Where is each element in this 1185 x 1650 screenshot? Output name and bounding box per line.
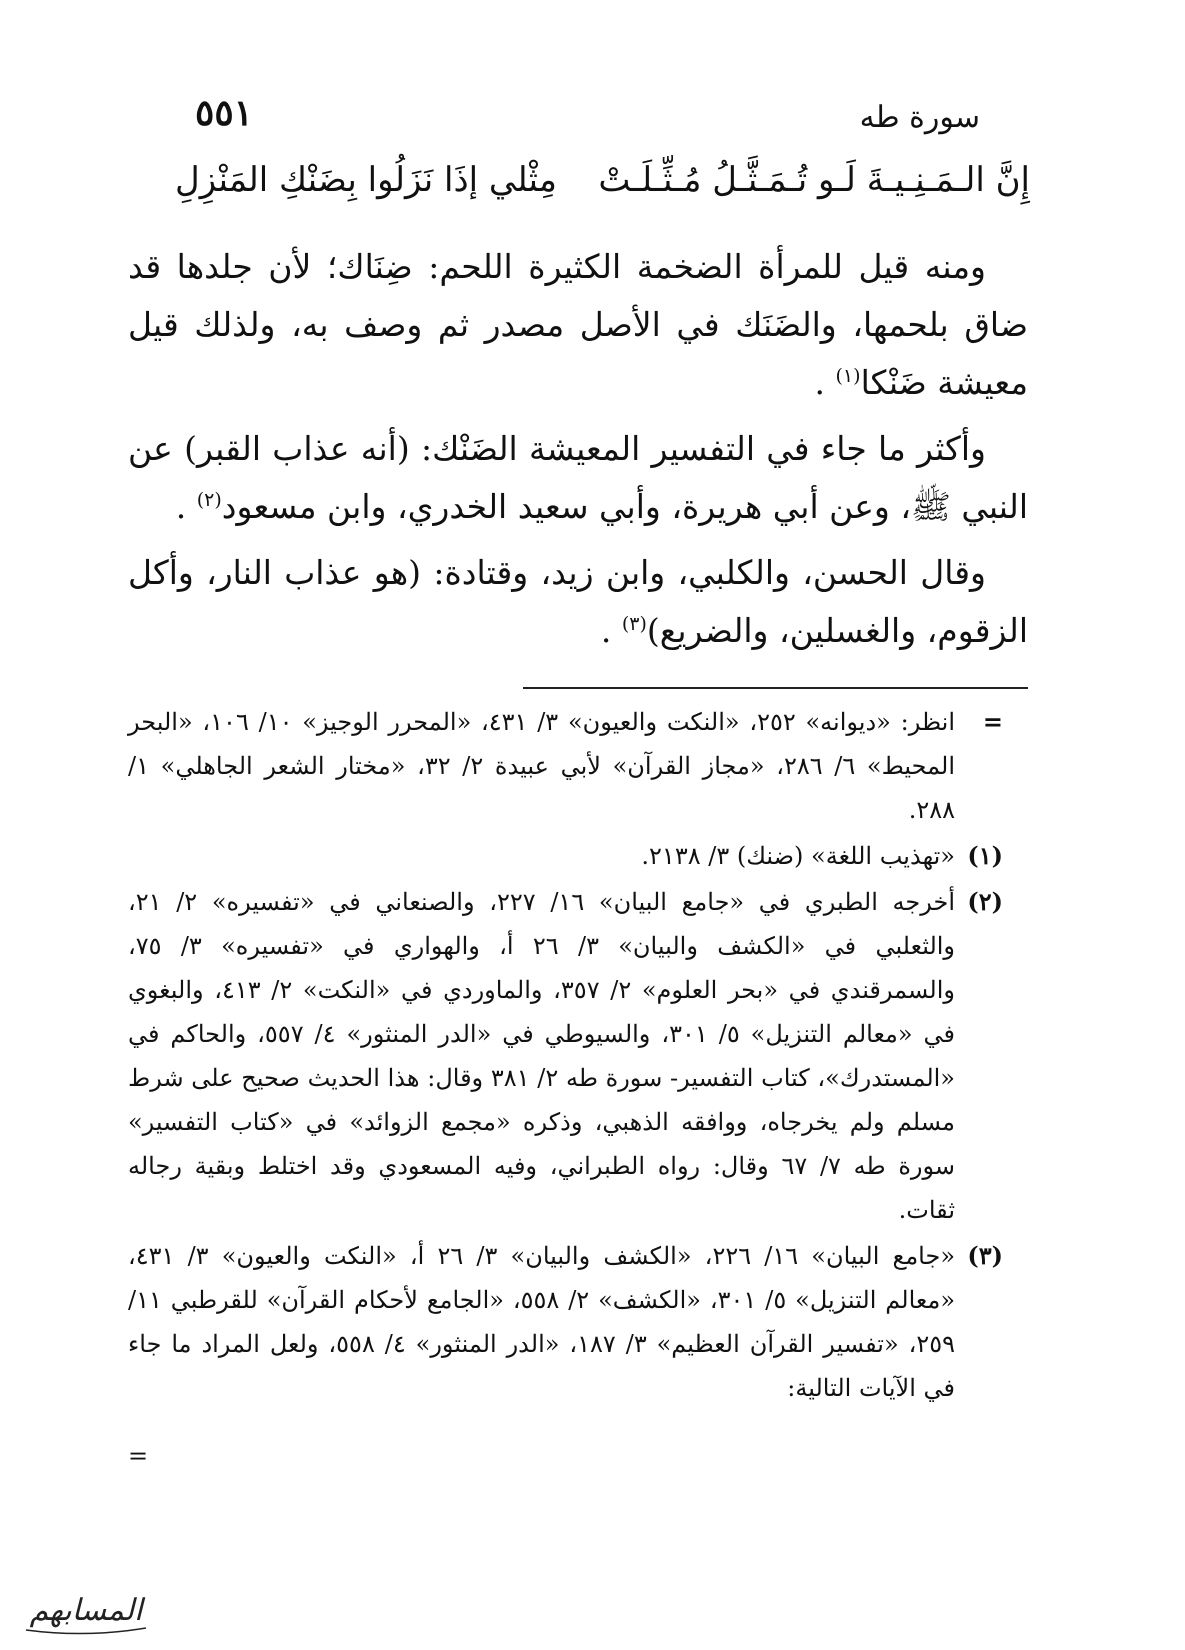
stamp-flourish xyxy=(26,1628,146,1634)
page-number: ٥٥١ xyxy=(195,92,254,134)
paragraph-end: . xyxy=(814,363,836,402)
footnote-2 xyxy=(128,880,1003,1232)
footnote-label: (١) xyxy=(967,841,1003,870)
stamp-text: المسابهم xyxy=(29,1593,143,1628)
paragraph-text: ومنه قيل للمرأة الضخمة الكثيرة اللحم: ضِنَاك؛ لأن جلدها قد ضاق بلحمها، والضَنَك في الأصل مصدر ثم وصف به، ولذلك قيل معيشة ضَنْكا xyxy=(128,247,1028,402)
footnote-text: انظر: «ديوانه» ٢٥٢، «النكت والعيون» ٣/ ٤٣١، «المحرر الوجيز» ١٠/ ١٠٦، «البحر المحيط» ٦/ ٢٨٦، «مجاز القرآن» لأبي عبيدة ٢/ ٣٢، «مختار الشعر الجاهلي» ١/ ٢٨٨. xyxy=(128,708,955,824)
footnote-reference: (٣) xyxy=(621,613,647,635)
poetry-verse xyxy=(175,160,1030,220)
footnote-text: «تهذيب اللغة» (ضنك) ٣/ ٢١٣٨. xyxy=(641,842,955,870)
library-stamp-logo xyxy=(6,1580,166,1640)
paragraph-2 xyxy=(128,420,1028,536)
footnote-1 xyxy=(128,834,1003,878)
paragraph-end: . xyxy=(600,611,622,650)
footnote-label: (٣) xyxy=(967,1241,1003,1270)
verse-right-hemistich: إِنَّ الـمَـنِـيـةَ لَـو تُـمَـثَّـلُ مُـثِّـلَـتْ xyxy=(598,160,1030,200)
paragraph-3 xyxy=(128,544,1028,660)
verse-left-hemistich: مِثْلي إذَا نَزَلُوا بِضَنْكِ المَنْزِلِ xyxy=(175,160,557,200)
footnote-label: (٢) xyxy=(967,887,1003,916)
footnote-separator xyxy=(523,687,1028,689)
footnote-reference: (١) xyxy=(835,365,861,387)
footnote-3 xyxy=(128,1234,1003,1410)
page-header xyxy=(195,92,980,152)
footnote-continued xyxy=(128,700,1003,832)
footnote-text: أخرجه الطبري في «جامع البيان» ١٦/ ٢٢٧، والصنعاني في «تفسيره» ٢/ ٢١، والثعلبي في «الكشف والبيان» ٣/ ٢٦ أ، والهواري في «تفسيره» ٣/ ٧٥، والسمرقندي في «بحر العلوم» ٢/ ٣٥٧، والماوردي في «النكت» ٢/ ٤١٣، والبغوي في «معالم التنزيل» ٥/ ٣٠١، والسيوطي في «الدر المنثور» ٤/ ٥٥٧، والحاكم في «المستدرك»، كتاب التفسير- سورة طه ٢/ ٣٨١ وقال: هذا الحديث صحيح على شرط مسلم ولم يخرجاه، ووافقه الذهبي، وذكره «مجمع الزوائد» في «كتاب التفسير» سورة طه ٧/ ٦٧ وقال: رواه الطبراني، وفيه المسعودي وقد اختلط وبقية رجاله ثقات. xyxy=(128,888,956,1224)
footnote-label: = xyxy=(982,707,1003,736)
paragraph-text: وقال الحسن، والكلبي، وابن زيد، وقتادة: (هو عذاب النار، وأكل الزقوم، والغسلين، والضريع) xyxy=(128,553,1028,650)
paragraph-1 xyxy=(128,238,1028,412)
paragraph-text: وأكثر ما جاء في التفسير المعيشة الضَنْك: (أنه عذاب القبر) عن النبي ﷺ، وعن أبي هريرة، وأبي سعيد الخدري، وابن مسعود xyxy=(128,429,1028,526)
footnote-reference: (٢) xyxy=(196,489,222,511)
footnote-continues-mark: = xyxy=(128,1442,149,1470)
footnote-text: «جامع البيان» ١٦/ ٢٢٦، «الكشف والبيان» ٣/ ٢٦ أ، «النكت والعيون» ٣/ ٤٣١، «معالم التنزيل» ٥/ ٣٠١، «الكشف» ٢/ ٥٥٨، «الجامع لأحكام القرآن» للقرطبي ١١/ ٢٥٩، «تفسير القرآن العظيم» ٣/ ١٨٧، «الدر المنثور» ٤/ ٥٥٨، ولعل المراد ما جاء في الآيات التالية: xyxy=(128,1242,956,1402)
surah-title: سورة طه xyxy=(859,100,980,135)
footnotes xyxy=(128,700,1003,1412)
paragraph-end: . xyxy=(175,487,197,526)
main-text xyxy=(128,238,1028,668)
